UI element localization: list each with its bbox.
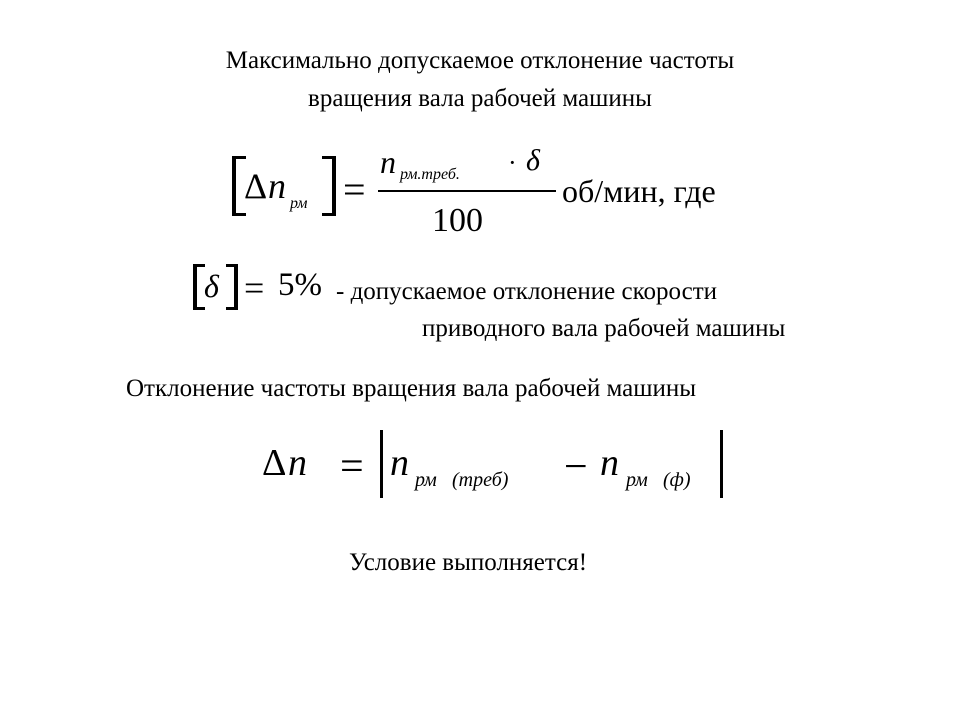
heading-line-2: вращения вала рабочей машины (308, 85, 652, 112)
subscript-rm-1: рм (415, 469, 437, 491)
section-title: Отклонение частоты вращения вала рабочей машины (126, 375, 697, 402)
unit-text: об/мин, где (562, 173, 716, 209)
delta-right-bracket-bottom (226, 307, 238, 310)
left-bracket-top (232, 156, 246, 159)
n-variable-2: n (288, 442, 307, 484)
n-variable: n (268, 166, 286, 206)
delta-symbol: Δ (244, 166, 268, 206)
subscript-required: (треб) (452, 469, 509, 491)
denominator: 100 (432, 202, 483, 239)
deviation-value: 5% (278, 267, 322, 303)
left-bracket-stem (232, 156, 236, 216)
abs-left-bar (380, 430, 383, 498)
multiply-dot: · (508, 148, 517, 177)
subscript-actual: (ф) (663, 469, 691, 491)
fraction-bar (378, 190, 556, 192)
delta-small: δ (526, 144, 540, 177)
n-subscript: рм (290, 195, 308, 212)
subscript-rm-2: рм (626, 469, 648, 491)
deviation-description-2: приводного вала рабочей машины (422, 315, 786, 342)
numerator-n: n (380, 144, 396, 180)
right-bracket-bottom (322, 213, 336, 216)
equals-sign: = (343, 167, 366, 212)
deviation-description-1: - допускаемое отклонение скорости (336, 278, 717, 305)
abs-right-bar (720, 430, 723, 498)
numerator-subscript: рм.треб. (400, 166, 460, 183)
delta-bracketed: δ (204, 268, 219, 304)
delta-left-bracket-stem (193, 264, 197, 310)
delta-left-bracket-bottom (193, 307, 205, 310)
n-actual: n (600, 442, 619, 484)
delta-left-bracket-top (193, 264, 205, 267)
n-required: n (390, 442, 409, 484)
left-bracket-bottom (232, 213, 246, 216)
delta-right-bracket-top (226, 264, 238, 267)
heading-line-1: Максимально допускаемое отклонение частоты (225, 47, 735, 74)
equals-sign-2: = (340, 444, 364, 490)
delta-equals-sign: = (244, 268, 265, 308)
right-bracket-stem (332, 156, 336, 216)
delta-symbol-2: Δ (262, 442, 287, 484)
delta-right-bracket-stem (234, 264, 238, 310)
minus-sign: − (564, 444, 588, 490)
conclusion-text: Условие выполняется! (349, 549, 588, 576)
right-bracket-top (322, 156, 336, 159)
